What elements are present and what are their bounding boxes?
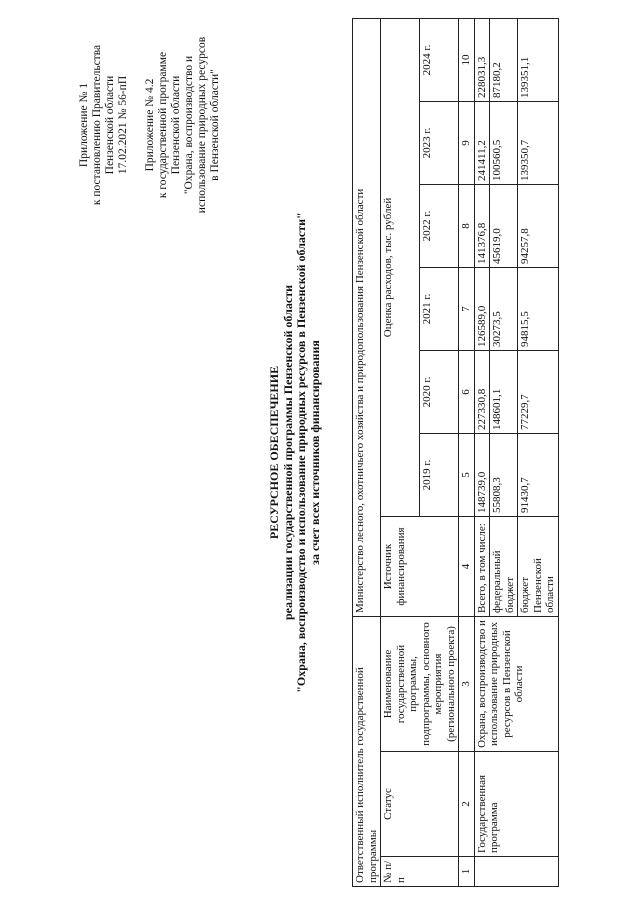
appendix-1-line: Приложение № 1 (78, 82, 90, 168)
value-cell: 30273,5 (490, 268, 518, 351)
source-cell: Всего, в том числе: (474, 517, 490, 617)
title-line: "Охрана, воспроизводство и использование природных ресурсов в Пензенской области" (294, 212, 308, 693)
column-number: 9 (459, 102, 475, 185)
value-cell: 139350,7 (518, 102, 559, 185)
header-year: 2024 г. (420, 19, 459, 102)
value-cell: 126589,0 (474, 268, 490, 351)
status-cell: Государственная программа (474, 752, 558, 857)
value-cell: 91430,7 (518, 434, 559, 517)
source-cell: федеральный бюджет (490, 517, 518, 617)
executor-value: Министерство лесного, охотничьего хозяйства и природопользования Пензенской области (353, 19, 381, 617)
header-year: 2022 г. (420, 185, 459, 268)
header-year: 2019 г. (420, 434, 459, 517)
title-line: реализации государственной программы Пензенской области (280, 284, 295, 621)
column-number: 2 (459, 752, 475, 857)
header-name: Наименование государственной программы, подпрограммы, основного мероприятия (регионального проекта) (381, 617, 459, 752)
value-cell: 241411,2 (474, 102, 490, 185)
table-row (474, 19, 490, 887)
column-number: 1 (459, 857, 475, 887)
header-estimate: Оценка расходов, тыс. рублей (381, 19, 420, 517)
value-cell: 148601,1 (490, 351, 518, 434)
title-line: РЕСУРСНОЕ ОБЕСПЕЧЕНИЕ (267, 365, 281, 540)
appendix-2-line: к государственной программе (157, 51, 169, 199)
executor-label: Ответственный исполнитель государственной программы (353, 617, 381, 887)
appendix-2-line: "Охрана, воспроизводство и (183, 55, 195, 195)
value-cell: 139351,1 (518, 19, 559, 102)
source-cell: бюджет Пензенской области (518, 517, 559, 617)
appendix-1-block (78, 0, 130, 250)
value-cell: 87180,2 (490, 19, 518, 102)
value-cell: 100560,5 (490, 102, 518, 185)
header-source: Источник финансирования (381, 517, 459, 617)
appendix-1-line: к постановлению Правительства (91, 44, 103, 206)
value-cell: 94257,8 (518, 185, 559, 268)
document-title (268, 20, 322, 885)
appendix-1-line: 17.02.2021 № 56-пП (117, 75, 129, 175)
appendix-2-line: Приложение № 4.2 (144, 78, 156, 172)
value-cell: 148739,0 (474, 434, 490, 517)
appendix-2-line: Пензенской области (170, 75, 182, 175)
value-cell: 228031,3 (474, 19, 490, 102)
column-number: 6 (459, 351, 475, 434)
value-cell: 77229,7 (518, 351, 559, 434)
appendix-2-block (144, 0, 222, 250)
column-number: 5 (459, 434, 475, 517)
value-cell: 55808,3 (490, 434, 518, 517)
column-number: 8 (459, 185, 475, 268)
resource-table (352, 18, 559, 887)
header-year: 2020 г. (420, 351, 459, 434)
value-cell: 94815,5 (518, 268, 559, 351)
header-status: Статус (381, 752, 459, 857)
column-number: 3 (459, 617, 475, 752)
appendix-2-line: использование природных ресурсов (196, 36, 208, 214)
row-number-cell (474, 857, 558, 887)
header-no: № п/п (381, 857, 459, 887)
appendix-1-line: Пензенской области (104, 75, 116, 175)
value-cell: 45619,0 (490, 185, 518, 268)
value-cell: 141376,8 (474, 185, 490, 268)
header-year: 2021 г. (420, 268, 459, 351)
column-number: 10 (459, 19, 475, 102)
value-cell: 227330,8 (474, 351, 490, 434)
program-name-cell: Охрана, воспроизводство и использование природных ресурсов в Пензенской области (474, 617, 558, 752)
header-year: 2023 г. (420, 102, 459, 185)
appendix-2-line: в Пензенской области" (209, 69, 221, 181)
column-number: 4 (459, 517, 475, 617)
title-line: за счет всех источников финансирования (307, 340, 322, 565)
column-number: 7 (459, 268, 475, 351)
